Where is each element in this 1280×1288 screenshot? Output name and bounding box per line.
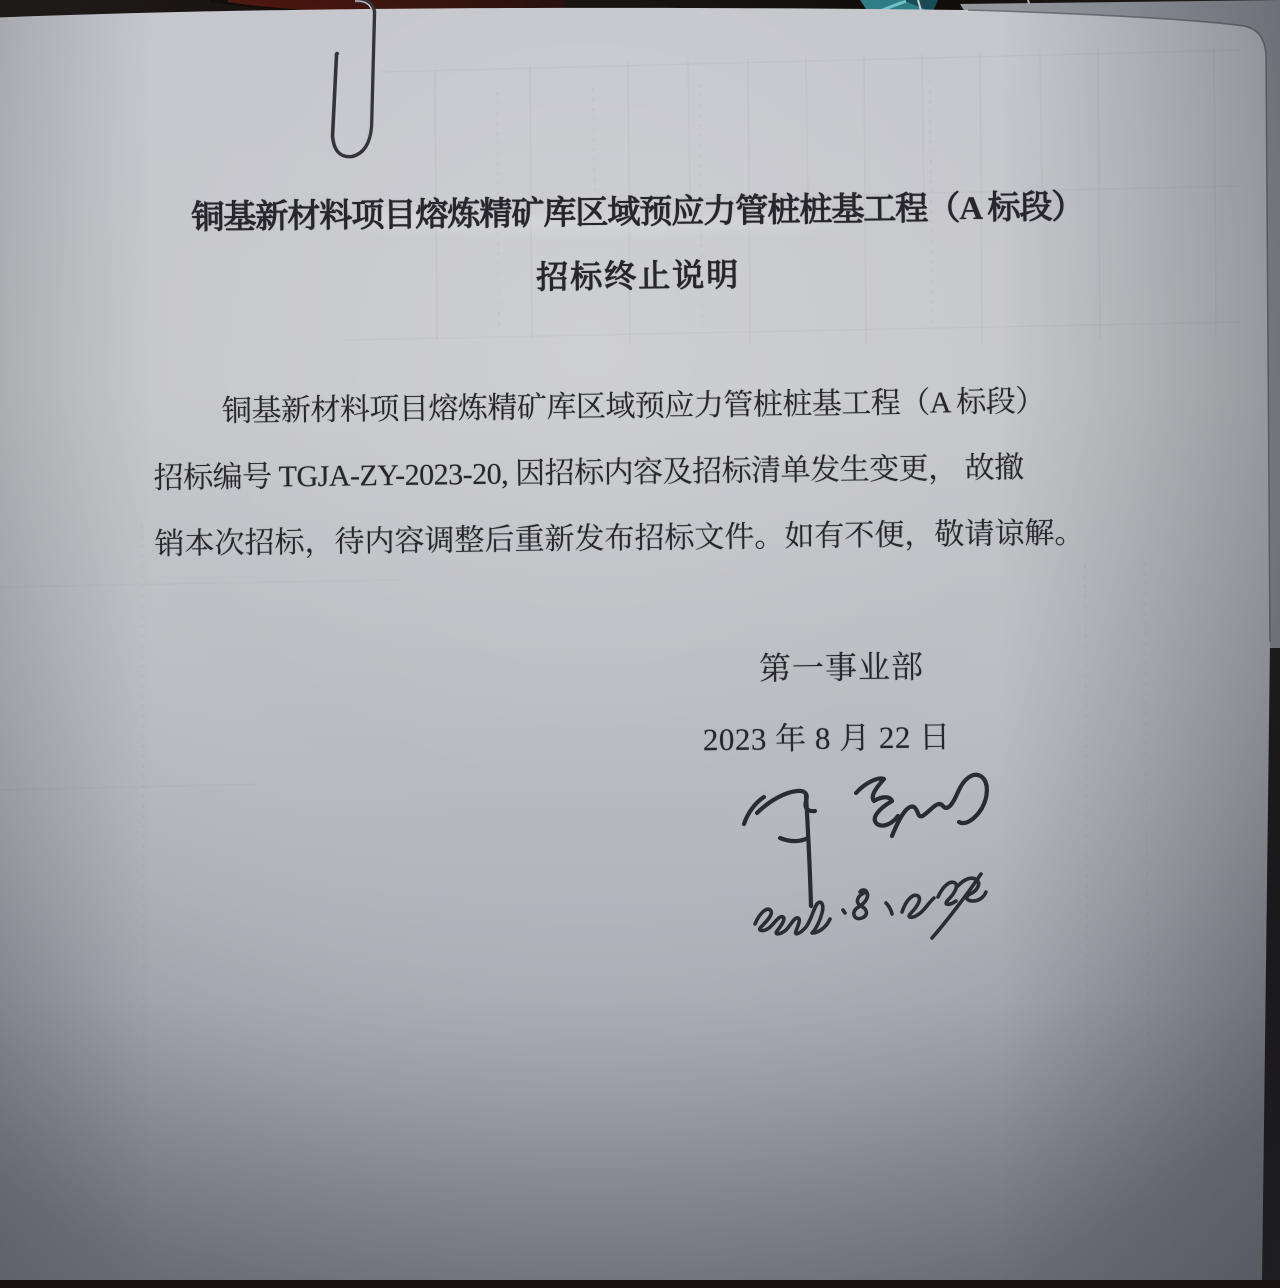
date-signoff: 2023 年 8 月 22 日 [702,719,951,758]
document-subtitle: 招标终止说明 [536,256,741,296]
body-line-1: 铜基新材料项目熔炼精矿库区域预应力管桩桩基工程（A 标段） [221,385,1046,429]
department-signoff: 第一事业部 [758,648,925,687]
body-line-2: 招标编号 TGJA-ZY-2023-20, 因招标内容及招标清单发生变更， 故撤 [153,451,1024,495]
document-title: 铜基新材料项目熔炼精矿库区域预应力管桩桩基工程（A 标段） [191,189,1084,237]
body-line-3: 销本次招标，待内容调整后重新发布招标文件。如有不便，敬请谅解。 [154,516,1085,561]
